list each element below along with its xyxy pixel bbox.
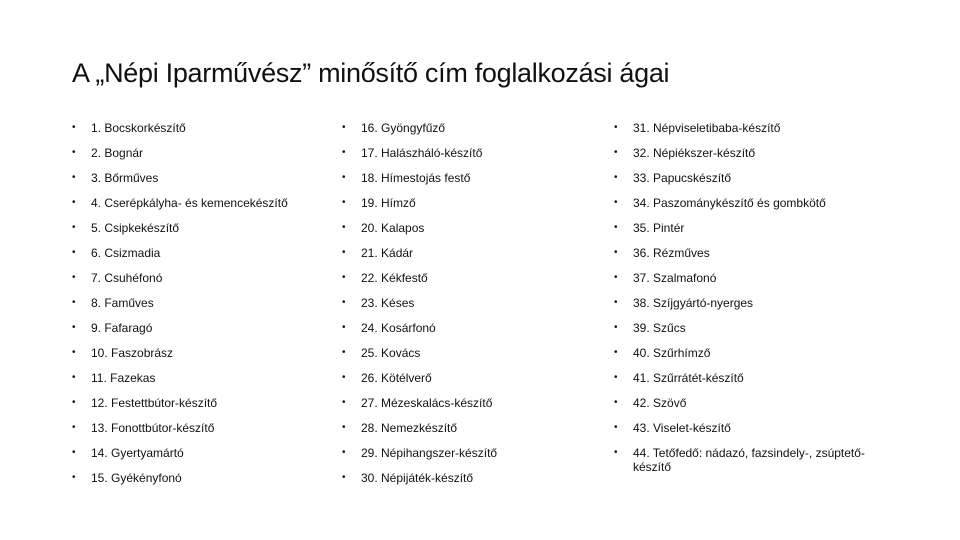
bullet-icon: • [72, 322, 76, 333]
list-item [342, 143, 604, 168]
list-item [614, 368, 884, 393]
bullet-icon: • [72, 347, 76, 358]
bullet-icon: • [72, 197, 76, 208]
list-item-label: 28. Nemezkészítő [361, 421, 458, 435]
list-item-label: 3. Bőrműves [91, 171, 159, 185]
slide-title: A „Népi Iparművész” minősítő cím foglalkozási ágai [72, 58, 670, 88]
list-item-label: 20. Kalapos [361, 221, 425, 235]
bullet-icon: • [614, 147, 618, 158]
list-item-label: 33. Papucskészítő [633, 171, 732, 185]
bullet-icon: • [614, 397, 618, 408]
list-item-label: 11. Fazekas [91, 371, 156, 385]
bullet-icon: • [342, 247, 346, 258]
list-item [614, 343, 884, 368]
list-item [614, 318, 884, 343]
list-item [72, 418, 334, 443]
list-item-label: 44. Tetőfedő: nádazó, fazsindely-, zsúptető-készítő [633, 446, 865, 474]
bullet-icon: • [342, 147, 346, 158]
bullet-icon: • [342, 372, 346, 383]
list-item-label: 5. Csipkekészítő [91, 221, 180, 235]
list-item [342, 318, 604, 343]
list-item-label: 39. Szűcs [633, 321, 686, 335]
list-item [614, 168, 884, 193]
list-item-label: 9. Fafaragó [91, 321, 153, 335]
list-item [342, 343, 604, 368]
list-item-label: 23. Késes [361, 296, 415, 310]
list-item [614, 293, 884, 318]
list-item-label: 17. Halászháló-készítő [361, 146, 483, 160]
list-item [342, 193, 604, 218]
list-item [72, 268, 334, 293]
bullet-icon: • [342, 197, 346, 208]
list-item [342, 443, 604, 468]
list-item [72, 193, 334, 218]
list-item [614, 268, 884, 293]
list-item-label: 16. Gyöngyfűző [361, 121, 446, 135]
bullet-icon: • [342, 222, 346, 233]
list-item [614, 418, 884, 443]
list-item [614, 218, 884, 243]
list-item-label: 15. Gyékényfonó [91, 471, 182, 485]
list-item [72, 443, 334, 468]
list-item [342, 168, 604, 193]
bullet-icon: • [72, 397, 76, 408]
bullet-icon: • [72, 372, 76, 383]
list-item [342, 368, 604, 393]
list-item-label: 30. Népijáték-készítő [361, 471, 474, 485]
bullet-icon: • [72, 247, 76, 258]
list-item-label: 35. Pintér [633, 221, 685, 235]
list-item-label: 8. Faműves [91, 296, 154, 310]
bullet-icon: • [614, 222, 618, 233]
bullet-icon: • [614, 122, 618, 133]
list-item-label: 43. Viselet-készítő [633, 421, 731, 435]
list-item [342, 218, 604, 243]
list-item-label: 32. Népiékszer-készítő [633, 146, 756, 160]
list-item-label: 34. Paszománykészítő és gombkötő [633, 196, 826, 210]
list-item-label: 14. Gyertyamártó [91, 446, 184, 460]
list-item [72, 318, 334, 343]
list-item [614, 193, 884, 218]
list-item [342, 268, 604, 293]
bullet-icon: • [614, 347, 618, 358]
bullet-icon: • [614, 447, 618, 458]
bullet-icon: • [72, 122, 76, 133]
list-item-label: 37. Szalmafonó [633, 271, 717, 285]
bullet-icon: • [342, 322, 346, 333]
list-item [614, 143, 884, 168]
bullet-icon: • [342, 397, 346, 408]
bullet-icon: • [342, 447, 346, 458]
list-item-label: 6. Csizmadia [91, 246, 161, 260]
list-item-label: 1. Bocskorkészítő [91, 121, 186, 135]
list-item-label: 27. Mézeskalács-készítő [361, 396, 493, 410]
bullet-icon: • [614, 297, 618, 308]
bullet-icon: • [342, 272, 346, 283]
bullet-icon: • [614, 172, 618, 183]
list-item-label: 7. Csuhéfonó [91, 271, 163, 285]
list-item-label: 25. Kovács [361, 346, 421, 360]
list-item [72, 343, 334, 368]
list-item-label: 36. Rézműves [633, 246, 710, 260]
bullet-icon: • [72, 147, 76, 158]
bullet-icon: • [614, 372, 618, 383]
list-item-label: 31. Népviseletibaba-készítő [633, 121, 781, 135]
list-item [614, 243, 884, 268]
list-item [342, 243, 604, 268]
list-item-label: 22. Kékfestő [361, 271, 428, 285]
bullet-icon: • [342, 172, 346, 183]
list-item-label: 2. Bognár [91, 146, 144, 160]
list-item [72, 168, 334, 193]
bullet-icon: • [342, 297, 346, 308]
list-item-label: 29. Népihangszer-készítő [361, 446, 498, 460]
list-item-label: 19. Hímző [361, 196, 416, 210]
bullet-icon: • [72, 447, 76, 458]
list-item-label: 40. Szűrhímző [633, 346, 711, 360]
bullet-icon: • [72, 472, 76, 483]
bullet-icon: • [342, 472, 346, 483]
bullet-icon: • [614, 247, 618, 258]
bullet-icon: • [614, 197, 618, 208]
bullet-icon: • [72, 297, 76, 308]
list-item-label: 21. Kádár [361, 246, 414, 260]
list-item [342, 468, 604, 493]
list-item [342, 393, 604, 418]
list-item-label: 18. Hímestojás festő [361, 171, 471, 185]
column-2 [342, 118, 604, 493]
list-item-label: 42. Szövő [633, 396, 687, 410]
bullet-icon: • [614, 422, 618, 433]
list-item-label: 26. Kötélverő [361, 371, 432, 385]
list-item [72, 243, 334, 268]
list-item [614, 393, 884, 418]
bullet-icon: • [342, 422, 346, 433]
list-item [72, 218, 334, 243]
column-1 [72, 118, 334, 493]
list-item [72, 468, 334, 493]
bullet-icon: • [72, 172, 76, 183]
bullet-icon: • [614, 272, 618, 283]
column-3 [614, 118, 884, 474]
list-item [342, 118, 604, 143]
bullet-icon: • [72, 422, 76, 433]
list-item [342, 418, 604, 443]
bullet-icon: • [72, 222, 76, 233]
list-item-label: 41. Szűrrátét-készítő [633, 371, 744, 385]
list-item-label: 13. Fonottbútor-készítő [91, 421, 215, 435]
list-item-label: 4. Cserépkályha- és kemencekészítő [91, 196, 288, 210]
list-item [72, 368, 334, 393]
bullet-icon: • [342, 347, 346, 358]
list-item [72, 393, 334, 418]
bullet-icon: • [342, 122, 346, 133]
list-item [614, 443, 884, 474]
bullet-icon: • [614, 322, 618, 333]
list-item [342, 293, 604, 318]
list-item [72, 118, 334, 143]
bullet-icon: • [72, 272, 76, 283]
list-item [72, 143, 334, 168]
list-item [72, 293, 334, 318]
list-item-label: 12. Festettbútor-készítő [91, 396, 218, 410]
list-item-label: 24. Kosárfonó [361, 321, 436, 335]
list-item [614, 118, 884, 143]
list-item-label: 10. Faszobrász [91, 346, 174, 360]
list-item-label: 38. Szíjgyártó-nyerges [633, 296, 754, 310]
